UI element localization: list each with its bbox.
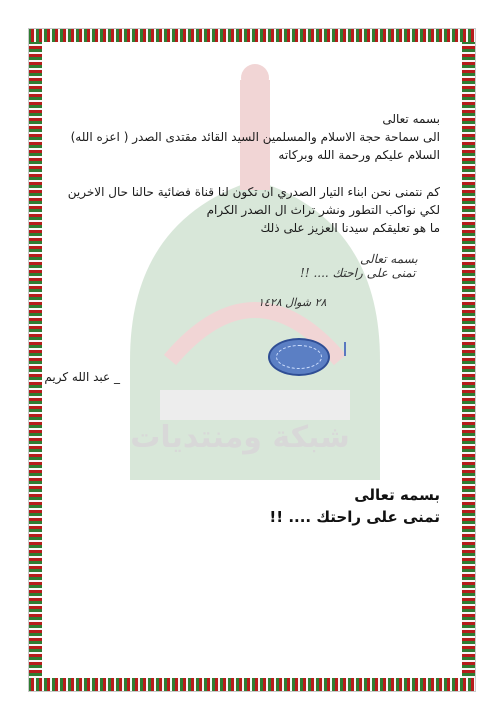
letter-header	[40, 110, 440, 164]
letter-addressee: الى سماحة حجة الاسلام والمسلمين السيد القائد مقتدى الصدر ( اعزه الله)	[70, 130, 440, 144]
letter-salutation: بسمه تعالى	[382, 112, 440, 126]
letter-body	[40, 183, 440, 237]
handwritten-salutation: بسمه تعالى	[360, 252, 418, 266]
handwritten-date: ٢٨ شوال ١٤٢٨	[258, 296, 327, 309]
letter-signature: _ عبد الله كريم	[44, 370, 120, 384]
letter-body-line: كم نتمنى نحن ابناء التيار الصدري ان تكون لنا قناة فضائية حالنا حال الاخرين	[67, 185, 440, 199]
reply-text: تمنى على راحتك .... !!	[269, 508, 440, 526]
ink-mark	[344, 342, 346, 356]
letter-greeting: السلام عليكم ورحمة الله وبركاته	[278, 148, 440, 162]
letter-body-line: ما هو تعليقكم سيدنا العزيز على ذلك	[260, 221, 440, 235]
handwritten-reply: تمنى على راحتك .... !!	[300, 266, 416, 280]
reply-title: بسمه تعالى	[354, 486, 440, 504]
watermark-caption: شبكة ومنتديات	[130, 420, 350, 455]
letter-body-line: لكي نواكب التطور ونشر تراث ال الصدر الكرام	[206, 203, 440, 217]
seal-stamp	[268, 338, 330, 376]
